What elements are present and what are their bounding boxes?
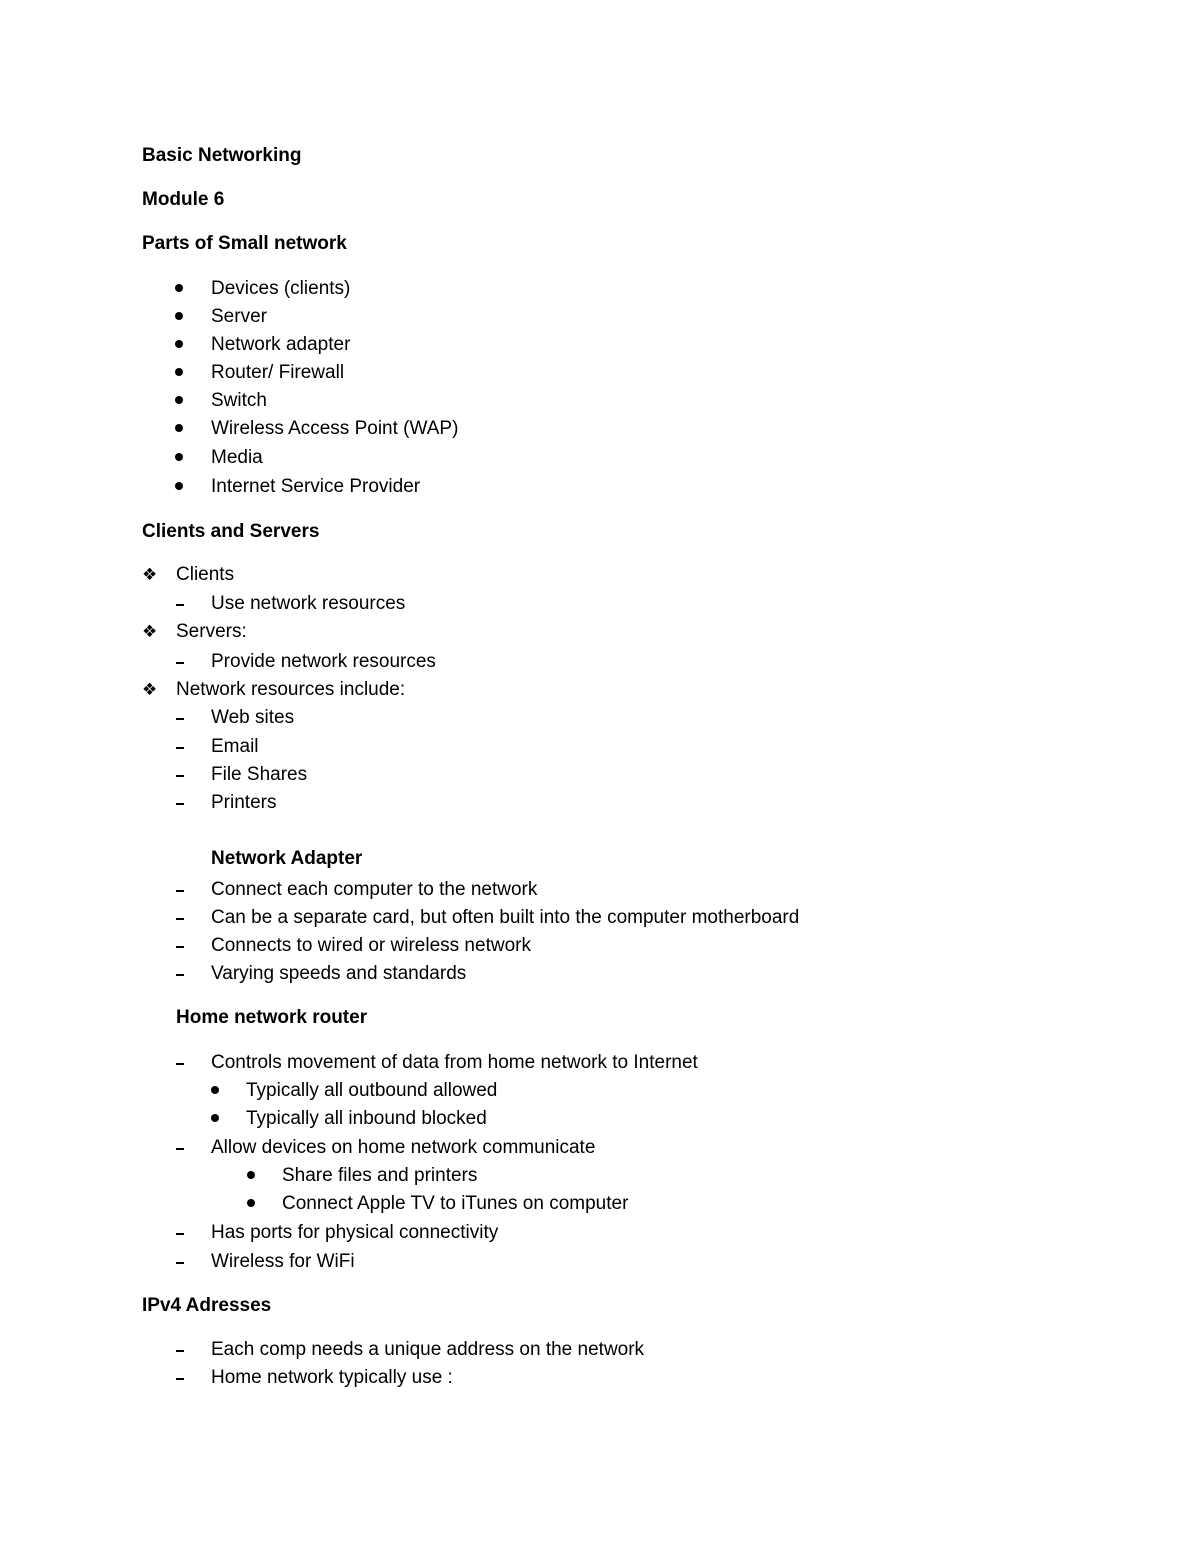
list-item: Internet Service Provider bbox=[211, 476, 421, 497]
list-item: Controls movement of data from home network to Internet bbox=[211, 1052, 698, 1073]
dash-icon bbox=[176, 974, 184, 976]
list-item: Network adapter bbox=[211, 334, 351, 355]
list-item: Home network typically use : bbox=[211, 1367, 453, 1388]
list-item: Web sites bbox=[211, 707, 295, 728]
dash-icon bbox=[176, 1262, 184, 1264]
clients-servers-heading: Clients and Servers bbox=[142, 521, 320, 542]
dash-icon bbox=[176, 918, 184, 920]
list-item-resources: Network resources include: bbox=[176, 679, 406, 700]
sub-list-item: Typically all inbound blocked bbox=[246, 1108, 487, 1129]
dash-icon bbox=[176, 1350, 184, 1352]
document-title: Basic Networking bbox=[142, 145, 302, 166]
list-item: Connect each computer to the network bbox=[211, 879, 538, 900]
list-item: Printers bbox=[211, 792, 277, 813]
module-label: Module 6 bbox=[142, 189, 225, 210]
bullet-icon bbox=[175, 453, 183, 461]
bullet-icon bbox=[175, 482, 183, 490]
bullet-icon bbox=[211, 1114, 219, 1122]
dash-icon bbox=[176, 662, 184, 664]
bullet-icon bbox=[175, 340, 183, 348]
sub-list-item: Connect Apple TV to iTunes on computer bbox=[282, 1193, 629, 1214]
bullet-icon bbox=[175, 312, 183, 320]
bullet-icon bbox=[175, 424, 183, 432]
sub-list-item: Typically all outbound allowed bbox=[246, 1080, 498, 1101]
diamond-bullet-icon: ❖ bbox=[142, 622, 158, 641]
list-item: Each comp needs a unique address on the network bbox=[211, 1339, 645, 1360]
list-item: Use network resources bbox=[211, 593, 406, 614]
list-item: Varying speeds and standards bbox=[211, 963, 467, 984]
adapter-heading: Network Adapter bbox=[211, 848, 363, 869]
list-item: Allow devices on home network communicate bbox=[211, 1137, 596, 1158]
bullet-icon bbox=[175, 368, 183, 376]
list-item: Connects to wired or wireless network bbox=[211, 935, 531, 956]
bullet-icon bbox=[211, 1086, 219, 1094]
list-item: Server bbox=[211, 306, 267, 327]
diamond-bullet-icon: ❖ bbox=[142, 680, 158, 699]
list-item: Can be a separate card, but often built into the computer motherboard bbox=[211, 907, 800, 928]
diamond-bullet-icon: ❖ bbox=[142, 565, 158, 584]
bullet-icon bbox=[175, 284, 183, 292]
dash-icon bbox=[176, 890, 184, 892]
list-item: File Shares bbox=[211, 764, 308, 785]
dash-icon bbox=[176, 718, 184, 720]
list-item: Has ports for physical connectivity bbox=[211, 1222, 499, 1243]
list-item: Wireless Access Point (WAP) bbox=[211, 418, 459, 439]
list-item: Wireless for WiFi bbox=[211, 1251, 355, 1272]
sub-list-item: Share files and printers bbox=[282, 1165, 478, 1186]
dash-icon bbox=[176, 747, 184, 749]
dash-icon bbox=[176, 803, 184, 805]
dash-icon bbox=[176, 775, 184, 777]
list-item: Provide network resources bbox=[211, 651, 436, 672]
bullet-icon bbox=[247, 1199, 255, 1207]
list-item: Devices (clients) bbox=[211, 278, 351, 299]
list-item: Email bbox=[211, 736, 259, 757]
dash-icon bbox=[176, 1378, 184, 1380]
dash-icon bbox=[176, 946, 184, 948]
list-item: Media bbox=[211, 447, 263, 468]
ipv4-heading: IPv4 Adresses bbox=[142, 1295, 272, 1316]
list-item: Switch bbox=[211, 390, 267, 411]
dash-icon bbox=[176, 1148, 184, 1150]
list-item-servers: Servers: bbox=[176, 621, 247, 642]
list-item-clients: Clients bbox=[176, 564, 235, 585]
bullet-icon bbox=[175, 396, 183, 404]
dash-icon bbox=[176, 604, 184, 606]
dash-icon bbox=[176, 1063, 184, 1065]
parts-heading: Parts of Small network bbox=[142, 233, 347, 254]
dash-icon bbox=[176, 1233, 184, 1235]
router-heading: Home network router bbox=[176, 1007, 368, 1028]
bullet-icon bbox=[247, 1171, 255, 1179]
list-item: Router/ Firewall bbox=[211, 362, 345, 383]
